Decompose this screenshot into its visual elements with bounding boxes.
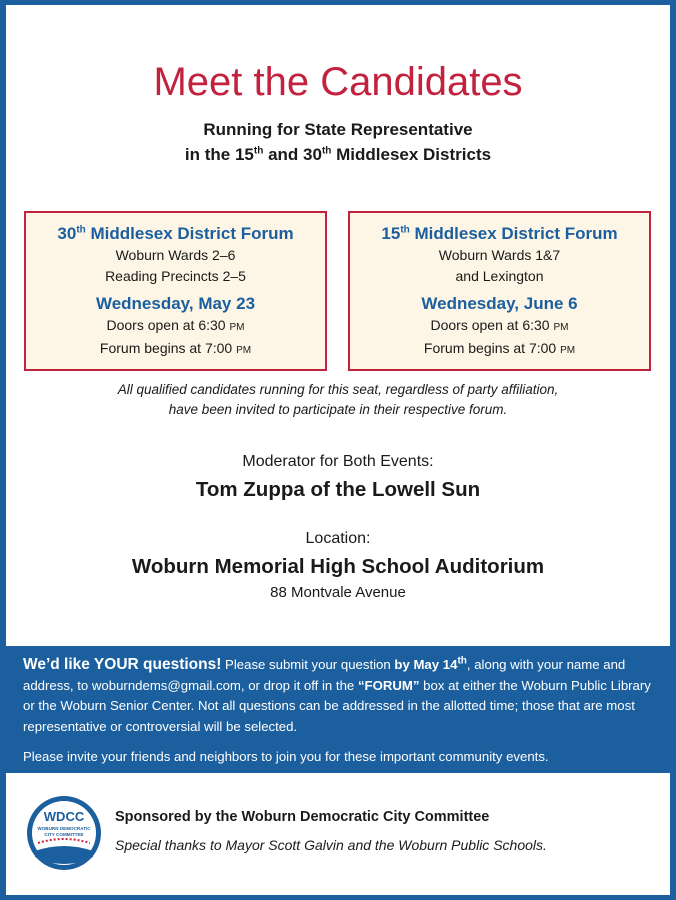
time-text: Doors open at 6:30 (106, 317, 230, 333)
moderator-label: Moderator for Both Events: (242, 453, 434, 470)
forum-box-30th (24, 211, 327, 371)
ordinal-suffix: th (253, 145, 264, 157)
forum-begin-time (26, 338, 325, 361)
time-suffix: PM (229, 322, 245, 333)
location-label: Location: (305, 530, 371, 547)
time-text: Forum begins at 7:00 (99, 340, 237, 356)
time-text: Forum begins at 7:00 (423, 340, 561, 356)
forum-area-line: Reading Precincts 2–5 (105, 268, 246, 284)
forum-area-line: and Lexington (455, 268, 544, 284)
forum-heading (26, 223, 325, 245)
forum-area-line: Woburn Wards 1&7 (438, 247, 561, 263)
sponsor-line: Sponsored by the Woburn Democratic City Committee (115, 809, 490, 825)
questions-band (0, 646, 676, 773)
district-number: 15 (381, 224, 401, 243)
time-suffix: PM (236, 345, 252, 356)
forum-heading (350, 223, 649, 245)
flyer-subtitle (0, 117, 676, 167)
thanks-line: Special thanks to Mayor Scott Galvin and the Woburn Public Schools. (115, 837, 547, 853)
forum-doors-time (26, 315, 325, 338)
questions-deadline: by May 14 (394, 657, 458, 672)
subtitle-text: Middlesex Districts (331, 145, 492, 164)
forum-heading-text: Middlesex District Forum (409, 224, 618, 243)
logo-line-2: CITY COMMITTEE (44, 832, 84, 837)
questions-lead: We’d like YOUR questions! (23, 656, 222, 673)
questions-text: Please submit your question (221, 657, 395, 672)
note-line-1: All qualified candidates running for this seat, regardless of party affiliation, (117, 382, 559, 397)
forum-box-name: “FORUM” (357, 677, 420, 693)
forum-doors-time (350, 315, 649, 338)
time-text: Doors open at 6:30 (430, 317, 554, 333)
subtitle-line-2 (0, 142, 676, 167)
forum-area-line: Woburn Wards 2–6 (115, 247, 236, 263)
invite-paragraph: Please invite your friends and neighbors to join you for these important community events. (23, 749, 549, 764)
ordinal-suffix: th (400, 224, 410, 236)
ordinal-suffix: th (457, 655, 467, 667)
ordinal-suffix: th (76, 224, 86, 236)
forum-heading-text: Middlesex District Forum (85, 224, 294, 243)
eligibility-note (0, 380, 676, 420)
subtitle-line-1: Running for State Representative (203, 120, 473, 139)
forum-begin-time (350, 338, 649, 361)
logo-line-1: WOBURN DEMOCRATIC (37, 826, 91, 831)
questions-text: box at either the Woburn Public Library or the Woburn Senior Center. Not all questions can be addressed in the allotted time; those that are most representative or controversial will be selected. (23, 677, 651, 734)
forum-date: Wednesday, May 23 (95, 294, 256, 313)
location-name: Woburn Memorial High School Auditorium (131, 555, 545, 578)
time-suffix: PM (560, 345, 576, 356)
logo-abbr: WDCC (43, 809, 85, 824)
wdcc-logo (26, 795, 102, 871)
note-line-2: have been invited to participate in their respective forum. (168, 402, 508, 417)
subtitle-text: and 30 (263, 145, 322, 164)
flyer-title: Meet the Candidates (153, 60, 523, 104)
ordinal-suffix: th (321, 145, 332, 157)
questions-paragraph (23, 655, 658, 737)
forum-box-15th (348, 211, 651, 371)
subtitle-text: in the 15 (184, 145, 254, 164)
time-suffix: PM (553, 322, 569, 333)
location-address: 88 Montvale Avenue (270, 584, 406, 601)
district-number: 30 (57, 224, 77, 243)
questions-text: , along with your name and address, to woburndems@gmail.com, or drop it off in the (23, 657, 626, 693)
moderator-name: Tom Zuppa of the Lowell Sun (195, 478, 481, 501)
forum-date: Wednesday, June 6 (421, 294, 578, 313)
